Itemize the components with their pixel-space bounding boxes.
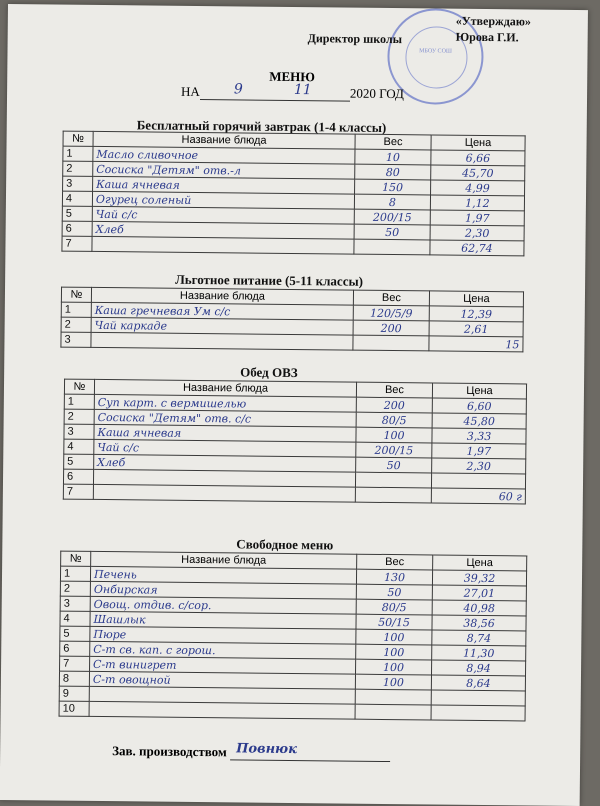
row-number: 7 xyxy=(60,656,90,671)
dish-weight: 80/5 xyxy=(356,412,432,428)
dish-price: 4,99 xyxy=(431,180,525,196)
row-number: 5 xyxy=(62,206,92,221)
row-number: 3 xyxy=(61,332,91,347)
date-prefix: НА xyxy=(181,83,200,100)
dish-weight: 100 xyxy=(356,644,432,660)
row-number: 1 xyxy=(60,566,90,581)
row-number: 3 xyxy=(63,176,93,191)
section-title: Бесплатный горячий завтрак (1-4 классы) xyxy=(136,117,387,135)
dish-name xyxy=(93,484,355,502)
row-number: 9 xyxy=(59,686,89,701)
dish-price: 8,64 xyxy=(431,675,525,691)
row-number: 1 xyxy=(64,394,94,409)
dish-weight: 10 xyxy=(355,149,431,165)
dish-price: 27,01 xyxy=(432,585,526,601)
dish-name: Каша ячневая xyxy=(93,176,355,194)
dish-name: Суп карт. с вермишелью xyxy=(94,394,356,412)
row-number: 4 xyxy=(62,191,92,206)
date-blank xyxy=(200,81,350,102)
row-number: 1 xyxy=(63,146,93,161)
dish-weight: 100 xyxy=(356,659,432,675)
section-title: Льготное питание (5-11 классы) xyxy=(175,271,364,289)
date-suffix: 2020 ГОД xyxy=(349,85,405,102)
column-header: Вес xyxy=(357,554,433,570)
row-number: 7 xyxy=(62,236,92,251)
dish-price: 6,66 xyxy=(431,150,525,166)
row-number: 8 xyxy=(59,671,89,686)
dish-weight xyxy=(355,704,431,720)
date-day: 9 xyxy=(233,81,243,98)
footer-signature-line xyxy=(112,743,390,762)
date-line xyxy=(181,81,405,102)
section-title: Свободное меню xyxy=(236,536,334,553)
dish-name: Хлеб xyxy=(94,454,356,472)
signature: Повнюк xyxy=(236,741,297,758)
dish-price: 38,56 xyxy=(432,615,526,631)
column-header: Вес xyxy=(355,134,431,150)
menu-document xyxy=(0,4,588,806)
dish-weight: 200/15 xyxy=(356,442,432,458)
dish-price: 45,70 xyxy=(431,165,525,181)
dish-price: 45,80 xyxy=(432,413,526,429)
column-header: № xyxy=(61,551,91,566)
dish-name xyxy=(91,332,353,350)
dish-weight: 200 xyxy=(353,320,429,336)
dish-name: Хлеб xyxy=(92,221,354,239)
dish-weight: 80/5 xyxy=(356,599,432,615)
dish-price: 2,30 xyxy=(430,225,524,241)
section-title: Обед ОВЗ xyxy=(240,364,298,381)
column-header: Вес xyxy=(353,290,429,306)
dish-name: Сосиска "Детям" отв. с/с xyxy=(94,409,356,427)
row-number: 6 xyxy=(63,469,93,484)
dish-name: Сосиска "Детям" отв.-л xyxy=(93,161,355,179)
dish-weight: 150 xyxy=(355,179,431,195)
dish-weight xyxy=(354,239,430,255)
row-number: 4 xyxy=(60,611,90,626)
signature-blank xyxy=(230,741,390,762)
approver-name: Юрова Г.И. xyxy=(455,29,519,45)
dish-name: Каша ячневая xyxy=(94,424,356,442)
discount-table xyxy=(60,287,524,353)
dish-price: 12,39 xyxy=(429,306,523,322)
row-number: 2 xyxy=(64,409,94,424)
dish-price: 1,97 xyxy=(430,210,524,226)
dish-name xyxy=(92,236,354,254)
dish-name: С-т овощной xyxy=(89,671,355,689)
dish-name: Огурец соленый xyxy=(92,191,354,209)
dish-name xyxy=(89,701,355,719)
column-header: Вес xyxy=(356,382,432,398)
dish-price: 1,97 xyxy=(432,443,526,459)
dish-price: 2,30 xyxy=(432,458,526,474)
dish-price: 39,32 xyxy=(432,570,526,586)
dish-name: Онбирская xyxy=(90,581,356,599)
dish-weight: 200/15 xyxy=(354,209,430,225)
dish-weight: 130 xyxy=(356,569,432,585)
dish-weight xyxy=(355,472,431,488)
row-number: 7 xyxy=(63,484,93,499)
column-header: Название блюда xyxy=(91,551,357,569)
column-header: № xyxy=(61,287,91,302)
row-number: 3 xyxy=(64,424,94,439)
approve-label: «Утверждаю» xyxy=(455,13,532,29)
dish-price xyxy=(431,705,525,721)
dish-weight: 100 xyxy=(356,427,432,443)
dish-weight: 50 xyxy=(356,584,432,600)
row-number: 6 xyxy=(60,641,90,656)
row-number: 5 xyxy=(60,626,90,641)
dish-weight: 80 xyxy=(355,164,431,180)
dish-weight: 50 xyxy=(354,224,430,240)
dish-name: Чай с/с xyxy=(94,439,356,457)
dish-name: С-т св. кап. с горош. xyxy=(90,641,356,659)
dish-price: 8,94 xyxy=(431,660,525,676)
breakfast-table xyxy=(61,131,525,257)
dish-total: 15 xyxy=(429,336,523,352)
dish-weight xyxy=(355,487,431,503)
dish-name: Овощ. отдив. с/сор. xyxy=(90,596,356,614)
director-label: Директор школы xyxy=(307,31,403,47)
row-number: 2 xyxy=(60,581,90,596)
dish-weight xyxy=(353,335,429,351)
column-header: Название блюда xyxy=(94,379,356,397)
dish-price: 3,33 xyxy=(432,428,526,444)
column-header: № xyxy=(64,379,94,394)
dish-price: 1,12 xyxy=(430,195,524,211)
footer-label: Зав. производством xyxy=(112,743,227,760)
dish-weight: 120/5/9 xyxy=(353,305,429,321)
dish-name: Печень xyxy=(90,566,356,584)
column-header: Название блюда xyxy=(91,287,353,305)
approval-block xyxy=(456,13,531,46)
row-number: 3 xyxy=(60,596,90,611)
dish-weight xyxy=(355,689,431,705)
dish-weight: 8 xyxy=(354,194,430,210)
dish-weight: 100 xyxy=(356,629,432,645)
column-header: Цена xyxy=(431,135,525,151)
dish-weight: 50 xyxy=(356,457,432,473)
dish-weight: 200 xyxy=(356,397,432,413)
row-number: 2 xyxy=(63,161,93,176)
row-number: 6 xyxy=(62,221,92,236)
dish-price: 2,61 xyxy=(429,321,523,337)
dish-price: 8,74 xyxy=(432,630,526,646)
dish-total: 62,74 xyxy=(430,240,524,256)
dish-price xyxy=(431,473,525,489)
ovz-lunch-table xyxy=(63,379,527,505)
date-month: 11 xyxy=(293,81,312,99)
row-number: 10 xyxy=(59,701,89,716)
dish-name: Шашлык xyxy=(90,611,356,629)
dish-weight: 50/15 xyxy=(356,614,432,630)
column-header: Цена xyxy=(432,383,526,399)
menu-title: МЕНЮ xyxy=(269,68,316,85)
dish-name: Масло сливочное xyxy=(93,146,355,164)
dish-name: Чай с/с xyxy=(92,206,354,224)
dish-name: Каша гречневая Ум с/с xyxy=(91,302,353,320)
dish-name: С-т винигрет xyxy=(90,656,356,674)
column-header: Цена xyxy=(433,555,527,571)
dish-weight: 100 xyxy=(355,674,431,690)
dish-total: 60 г xyxy=(431,488,525,504)
row-number: 1 xyxy=(61,302,91,317)
free-menu-table xyxy=(59,551,528,722)
stamp-text: МБОУ СОШ xyxy=(419,48,452,55)
row-number: 4 xyxy=(64,439,94,454)
row-number: 2 xyxy=(61,317,91,332)
dish-name: Чай каркаде xyxy=(91,317,353,335)
dish-price xyxy=(431,690,525,706)
column-header: № xyxy=(63,131,93,146)
row-number: 5 xyxy=(64,454,94,469)
column-header: Цена xyxy=(429,291,523,307)
column-header: Название блюда xyxy=(93,131,355,149)
dish-name: Пюре xyxy=(90,626,356,644)
dish-price: 11,30 xyxy=(432,645,526,661)
dish-price: 6,60 xyxy=(432,398,526,414)
dish-price: 40,98 xyxy=(432,600,526,616)
